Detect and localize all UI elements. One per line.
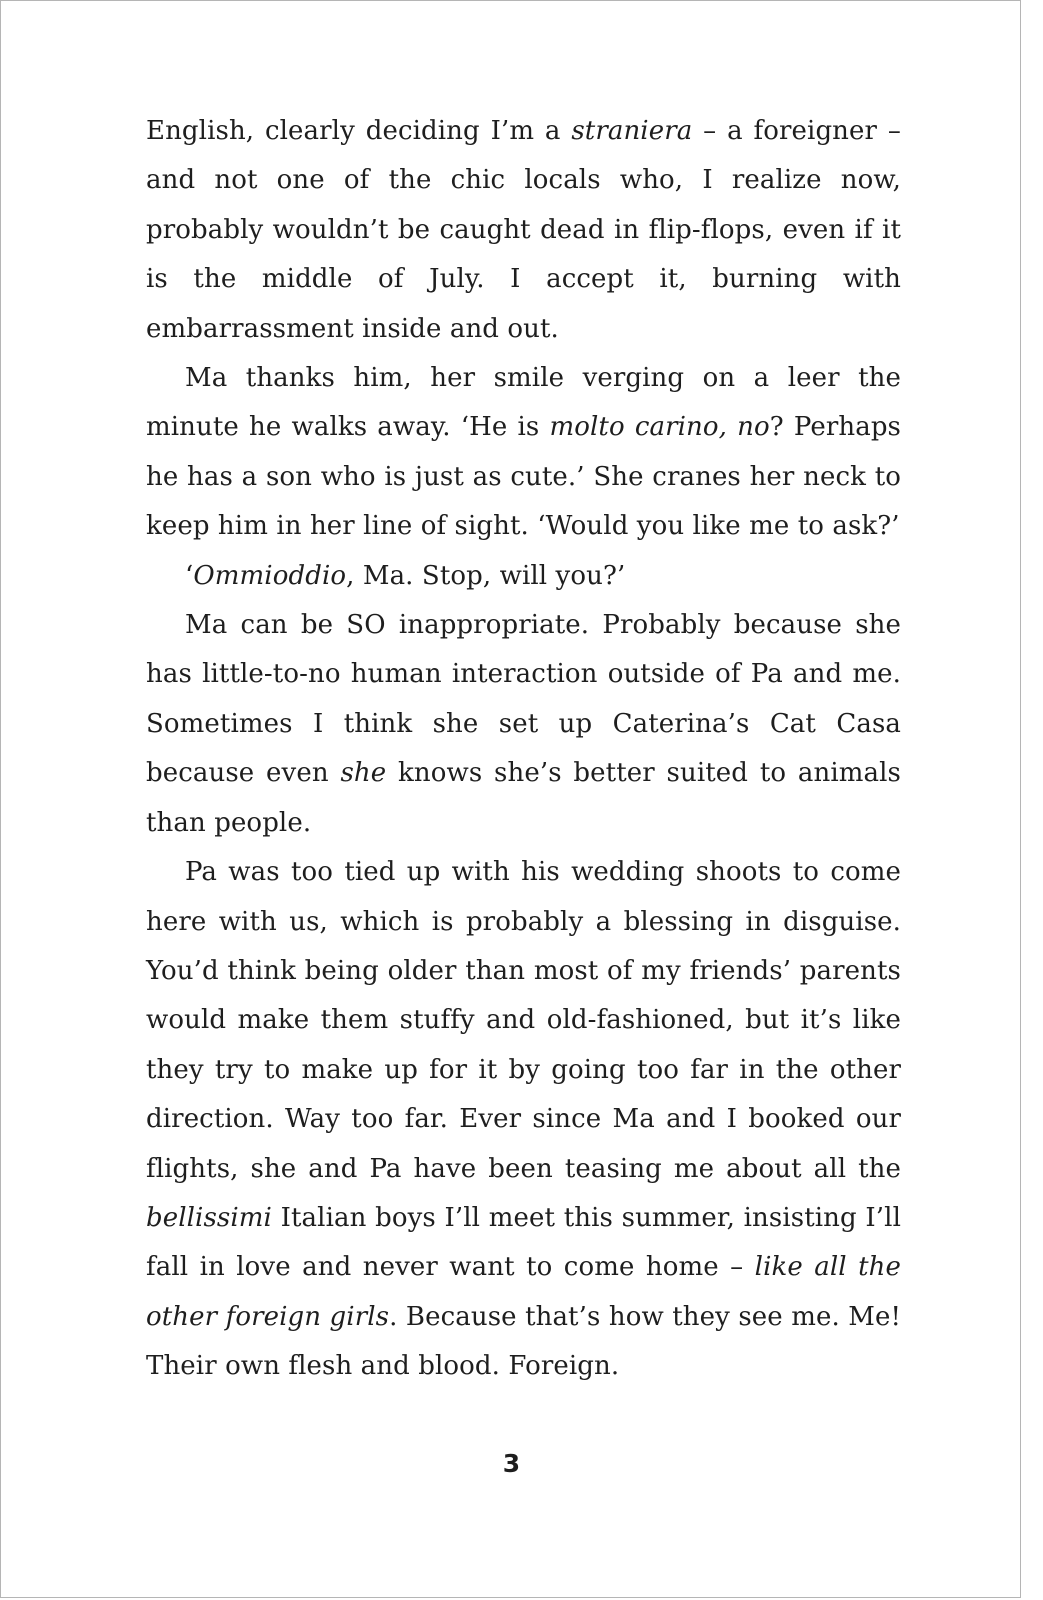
text-run: Ma can be SO inappropriate. Probably because she has little-to-no human interaction outside of Pa and me. Sometimes I think she set up Caterina’s Cat Casa because even <box>146 610 901 789</box>
text-run: Ma thanks him, her smile verging on a leer the minute he walks away. ‘He is <box>146 363 901 443</box>
paragraph <box>146 848 901 1391</box>
italic-run: Ommioddio <box>193 560 347 591</box>
text-run: , Ma. Stop, will you?’ <box>346 560 626 591</box>
paragraph <box>146 107 901 354</box>
body-text <box>146 107 901 1392</box>
paragraph <box>146 354 901 552</box>
italic-run: like all the other foreign girls <box>146 1252 902 1332</box>
italic-run: straniera <box>571 116 693 146</box>
text-run: Italian boys I’ll meet this summer, insisting I’ll fall in love and never want to come home – <box>146 1202 901 1283</box>
italic-run: molto carino, no <box>549 412 770 443</box>
text-run: – a foreigner – and not one of the chic locals who, I realize now, probably wouldn’t be caught dead in flip-flops, even if it is the middle of July. I accept it, burning with embarrassment inside and out. <box>146 116 901 344</box>
text-run: English, clearly deciding I’m a <box>146 116 572 146</box>
paragraph <box>146 601 901 848</box>
italic-run: she <box>340 758 387 789</box>
paragraph <box>146 552 901 601</box>
text-run: ? Perhaps he has a son who is just as cute.’ She cranes her neck to keep him in her line of sight. ‘Would you like me to ask?’ <box>146 412 902 542</box>
italic-run: bellissimi <box>146 1202 272 1233</box>
text-run: . Because that’s how they see me. Me! Their own flesh and blood. Foreign. <box>146 1301 902 1382</box>
page-number: 3 <box>502 1449 521 1478</box>
text-run: knows she’s better suited to animals than people. <box>146 758 901 838</box>
text-run: Pa was too tied up with his wedding shoots to come here with us, which is probably a blessing in disguise. You’d think being older than most of my friends’ parents would make them stuffy and old-fashioned, but it’s like they try to make up for it by going too far in the other direction. Way too far. Ever since Ma and I booked our flights, she and Pa have been teasing me about all the <box>146 857 901 1184</box>
text-run: ‘ <box>185 560 194 591</box>
